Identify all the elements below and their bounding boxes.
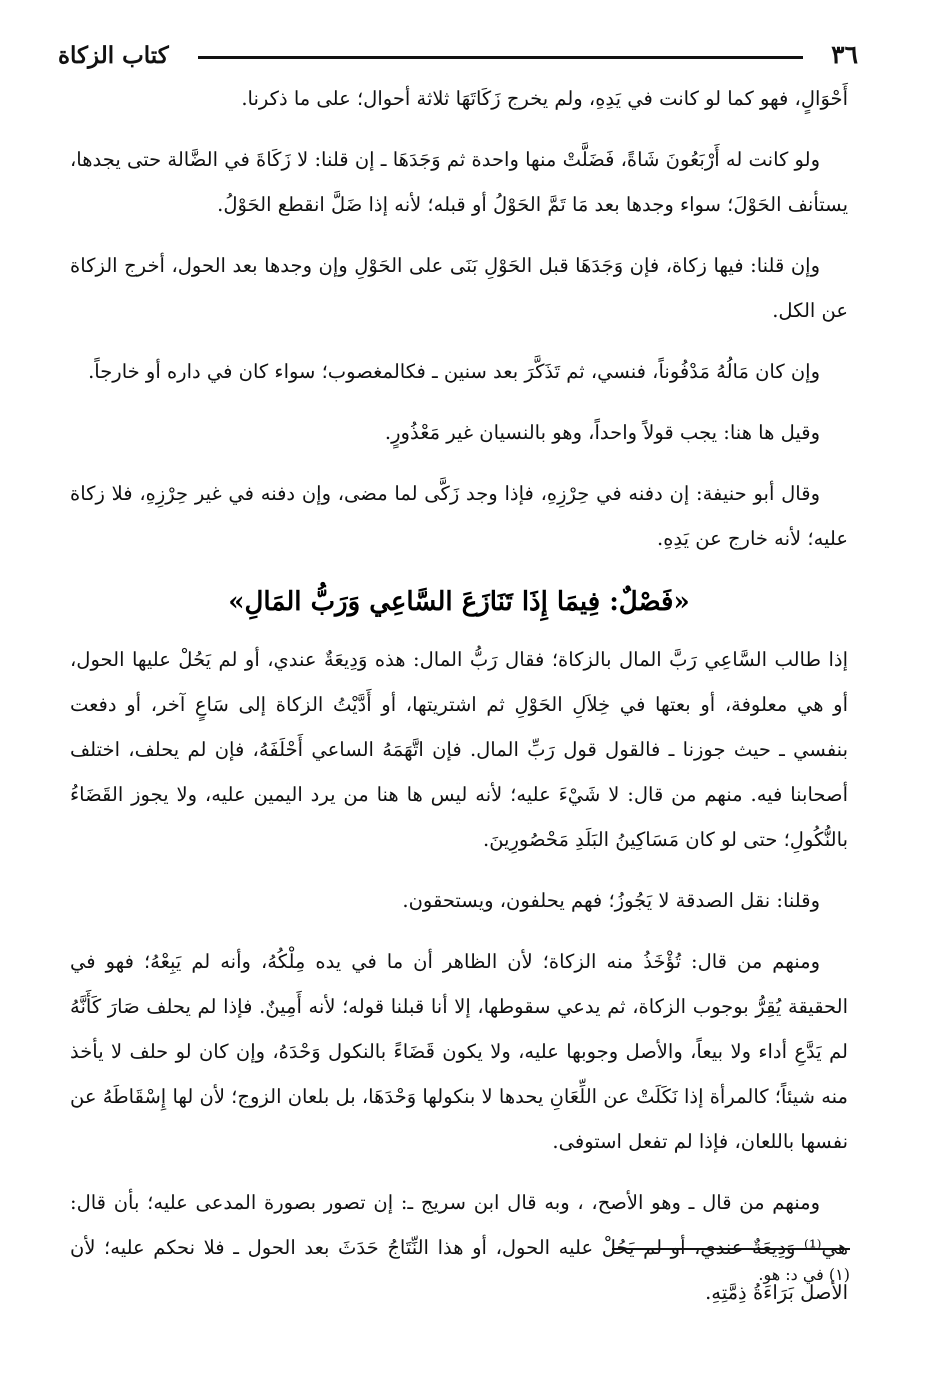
paragraph: ومنهم من قال ـ وهو الأصح، ، وبه قال ابن سريج ـ: إن تصور بصورة المدعى عليه؛ بأن قال: هي⁽¹⁾ وَدِيعَةٌ عندي، أو لم يَحُلْ عليه الحول، أو هذا النِّتَاجُ حَدَثَ بعد الحول ـ فلا نحكم عليه؛ لأن الأصل بَرَاءَةُ ذِمَّتِهِ.	[70, 1191, 848, 1304]
paragraph: وقلنا: نقل الصدقة لا يَجُوزُ؛ فهم يحلفون، ويستحقون.	[402, 889, 820, 912]
page-body	[70, 76, 848, 1331]
running-title: كتاب الزكاة	[58, 42, 169, 69]
paragraph: وقيل ها هنا: يجب قولاً واحداً، وهو بالنسيان غير مَعْذُورٍ.	[384, 421, 820, 444]
paragraph: وإن قلنا: فيها زكاة، فإن وَجَدَهَا قبل الحَوْلِ بَنَى على الحَوْلِ وإن وجدها بعد الحول، أخرج الزكاة عن الكل.	[70, 254, 848, 322]
page-number: ٣٦	[831, 40, 858, 69]
footnote: (١) في د: هو.	[758, 1265, 850, 1284]
page-header	[58, 40, 858, 70]
footnote-rule	[612, 1248, 850, 1250]
paragraph: وقال أبو حنيفة: إن دفنه في حِرْزِهِ، فإذا وجد زَكَّى لما مضى، وإن دفنه في غير حِرْزِهِ، فلا زكاة عليه؛ لأنه خارج عن يَدِهِ.	[70, 482, 848, 550]
paragraph: أَحْوَالٍ، فهو كما لو كانت في يَدِهِ، ولم يخرج زَكَاتَهَا ثلاثة أحوال؛ على ما ذكرنا.	[241, 87, 848, 110]
paragraph: وإن كان مَالُهُ مَدْفُوناً، فنسي، ثم تَذَكَّرَ بعد سنين ـ فكالمغصوب؛ سواء كان في داره أو خارجاً.	[88, 360, 820, 383]
header-rule	[198, 56, 803, 59]
section-heading: «فَصْلٌ: فِيمَا إِذَا تَنَازَعَ السَّاعِي وَرَبُّ المَالِ»	[228, 587, 690, 617]
paragraph: ولو كانت له أَرْبَعُونَ شَاةً، فَضَلَّتْ منها واحدة ثم وَجَدَهَا ـ إن قلنا: لا زَكَاةَ في الضَّالة حتى يجدها، يستأنف الحَوْلَ؛ سواء وجدها بعد مَا تَمَّ الحَوْلُ أو قبله؛ لأنه إذا ضَلَّ انقطع الحَوْلُ.	[70, 148, 848, 216]
paragraph: ومنهم من قال: تُؤْخَذُ منه الزكاة؛ لأن الظاهر أن ما في يده مِلْكُهُ، وأنه لم يَبِعْهُ؛ فهو في الحقيقة يُقِرُّ بوجوب الزكاة، ثم يدعي سقوطها، إلا أنا قبلنا قوله؛ لأنه أَمِينٌ. فإذا لم يحلف صَارَ كَأَنَّهُ لم يَدَّعِ أداء ولا بيعاً، والأصل وجوبها عليه، ولا يكون قَضَاءً بالنكول وَحْدَهُ، وإن كان لو حلف لا يأخذ منه شيئاً؛ كالمرأة إذا نَكَلَتْ عن اللِّعَانِ يحدها لا بنكولها وَحْدَهَا، بل بلعان الزوج؛ لأن لها إِسْقَاطَهُ عن نفسها باللعان، فإذا لم تفعل استوفى.	[70, 950, 848, 1153]
paragraph: إذا طالب السَّاعِي رَبَّ المال بالزكاة؛ فقال رَبُّ المال: هذه وَدِيعَةٌ عندي، أو لم يَحُلْ عليها الحول، أو هي معلوفة، أو بعتها في خِلاَلِ الحَوْلِ ثم اشتريتها، أو أَدَّيْتُ الزكاة إلى سَاعٍ آخر، أو دفعت بنفسي ـ حيث جوزنا ـ فالقول قول رَبِّ المال. فإن اتَّهَمَهُ الساعي أَحْلَفَهُ، فإن لم يحلف، اختلف أصحابنا فيه. منهم من قال: لا شَيْءَ عليه؛ لأنه ليس ها هنا من يرد اليمين عليه، ولا يجوز القَضَاءُ بالنُّكُولِ؛ حتى لو كان مَسَاكِينُ البَلَدِ مَحْصُورِينَ.	[70, 648, 848, 851]
